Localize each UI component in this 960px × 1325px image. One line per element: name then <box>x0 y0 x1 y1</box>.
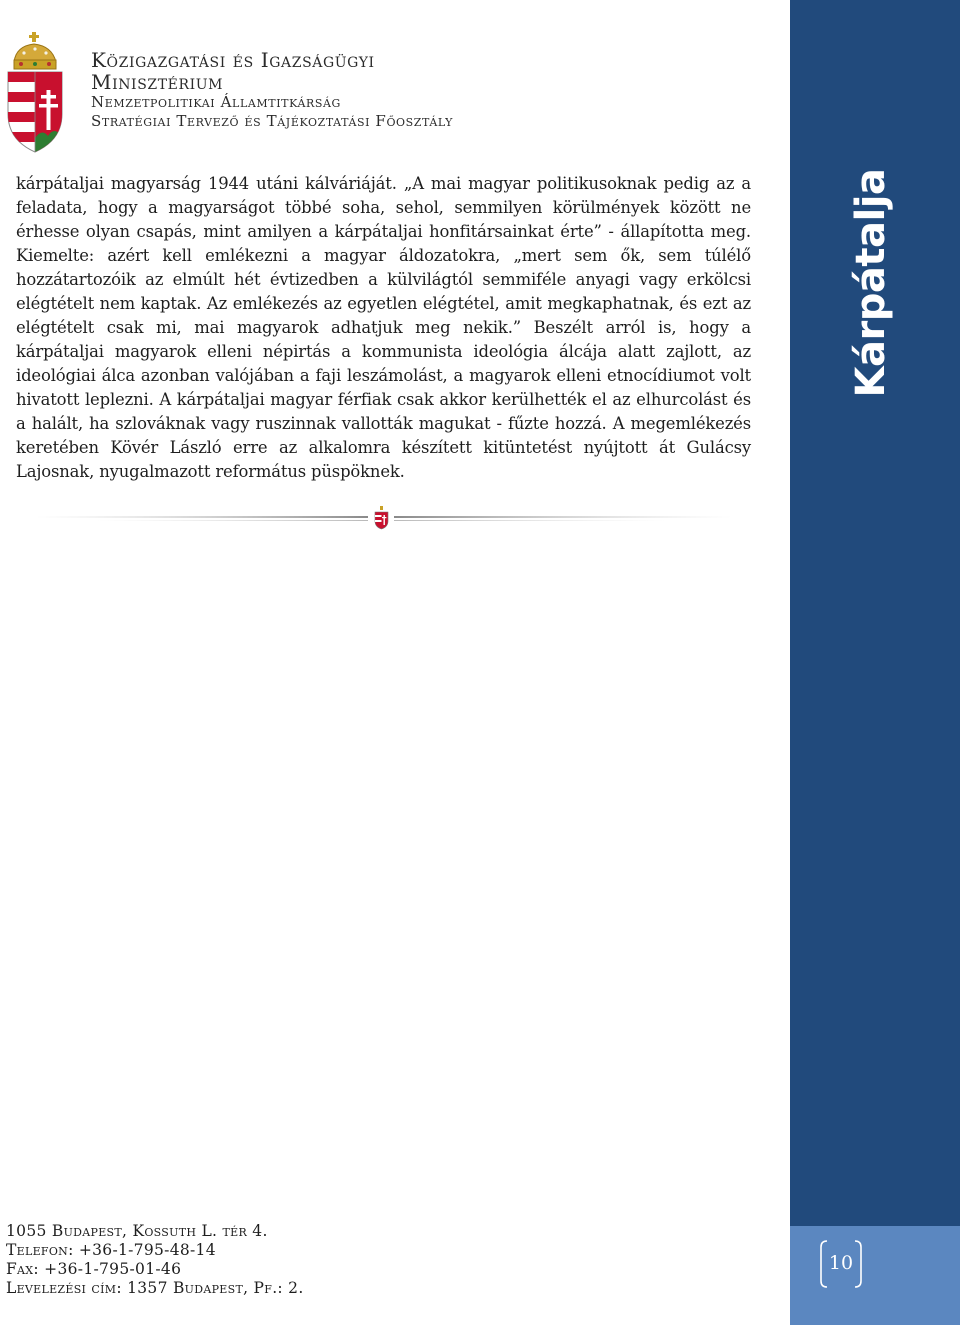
ministry-line-4: Stratégiai Tervező és Tájékoztatási Főosztály <box>91 112 453 130</box>
ministry-line-1: Közigazgatási és Igazságügyi <box>91 48 375 72</box>
ministry-name <box>91 50 453 133</box>
page-number: 10 <box>828 1252 854 1274</box>
ornamental-divider-icon <box>36 506 732 530</box>
article-paragraph: kárpátaljai magyarság 1944 utáni kálváriáját. „A mai magyar politikusoknak pedig az a feladata, hogy a magyarságot többé soha, sehol, semmilyen körülmények között ne érhesse olyan csapás, mint amilyen a kárpátaljai honfitársainkat érte” - állapította meg. Kiemelte: azért kell emlékezni a magyar áldozatokra, „mert sem ők, sem túlélő hozzátartozóik az elmúlt hét évtizedben a külvilágtól semmiféle anyagi vagy erkölcsi elégtételt nem kaptak. Az emlékezés az egyetlen elégtétel, amit megkaphatnak, és ezt az elégtételt csak mi, mai magyarok adhatjuk meg nekik.” Beszélt arról is, hogy a kárpátaljai magyarok elleni népirtás a kommunista ideológia álcája alatt zajlott, az ideológiai álca azonban valójában a faji leszámolást, a magyarok elleni etnocídiumot volt hivatott leplezni. A kárpátaljai magyar férfiak csak akkor kerülhették el az elhurcolást és a halált, ha szlováknak vagy ruszinnak vallották magukat - fűzte hozzá. A megemlékezés keretében Kövér László erre az alkalomra készített kitüntetést nyújtott át Gulácsy Lajosnak, nyugalmazott református püspöknek. <box>16 174 751 481</box>
ministry-line-3: Nemzetpolitikai Államtitkárság <box>91 93 341 111</box>
sidebar-section-title: Kárpátalja <box>848 168 894 398</box>
article-body <box>16 172 751 484</box>
footer-mail: Levelezési cím: 1357 Budapest, Pf.: 2. <box>6 1279 304 1297</box>
footer-contact <box>6 1222 304 1298</box>
ministry-line-2: Minisztérium <box>91 70 224 94</box>
hungarian-coat-of-arms-icon <box>6 32 64 154</box>
footer-phone: Telefon: +36-1-795-48-14 <box>6 1241 216 1259</box>
sidebar-footer <box>790 1226 960 1325</box>
page-header <box>6 32 566 156</box>
footer-fax: Fax: +36-1-795-01-46 <box>6 1260 182 1278</box>
footer-address: 1055 Budapest, Kossuth L. tér 4. <box>6 1222 268 1240</box>
